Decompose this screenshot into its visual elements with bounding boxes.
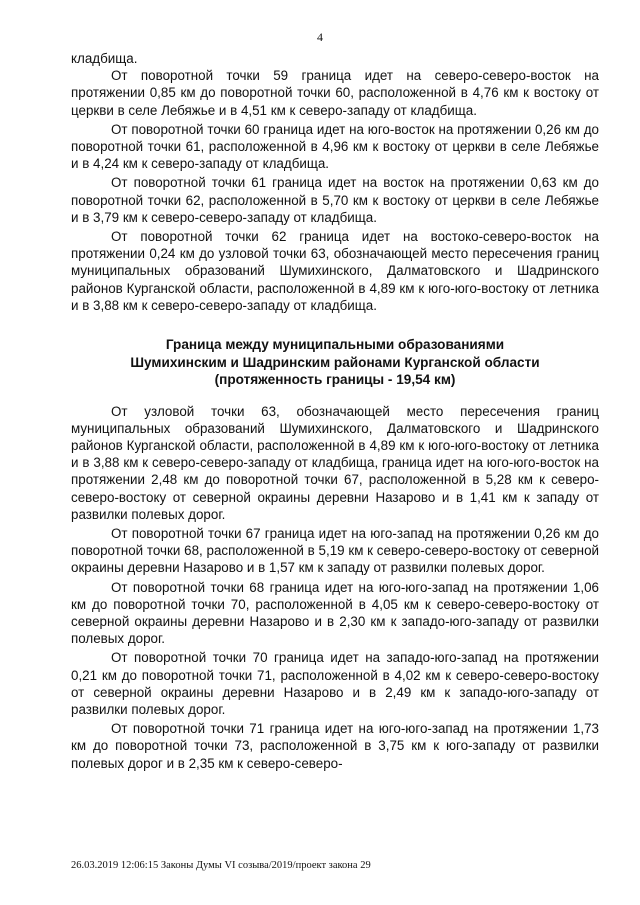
paragraph: От узловой точки 63, обозначающей место пересечения границ муниципальных образований Шумихинского, Далматовского и Шадринского районов Курганской области, расположенной в 4,89 км к юго-юго-востоку от летника и в 3,88 км к северо-северо-западу от кладбища, граница идет на юго-юго-восток на протяжении 2,48 км до поворотной точки 67, расположенной в 5,28 км к северо-северо-востоку от северной окраины деревни Назарово и в 1,41 км к западу от развилки полевых дорог. <box>71 403 599 522</box>
heading-line: (протяженность границы - 19,54 км) <box>214 372 456 388</box>
paragraph: От поворотной точки 67 граница идет на юго-запад на протяжении 0,26 км до поворотной точки 68, расположенной в 5,19 км к северо-северо-востоку от северной окраины деревни Назарово и в 1,57 км к западу от развилки полевых дорог. <box>71 525 599 576</box>
paragraph: От поворотной точки 70 граница идет на западо-юго-запад на протяжении 0,21 км до поворотной точки 71, расположенной в 4,02 км к северо-северо-востоку от северной окраины деревни Назарово и в 2,49 км к западо-юго-западу от развилки полевых дорог. <box>71 650 599 717</box>
paragraph: От поворотной точки 60 граница идет на юго-восток на протяжении 0,26 км до поворотной точки 61, расположенной в 4,96 км к востоку от церкви в селе Лебяжье и в 4,24 км к северо-западу от кладбища. <box>71 121 599 172</box>
paragraph: кладбища. <box>71 51 138 66</box>
document-footer: 26.03.2019 12:06:15 Законы Думы VI созыва/2019/проект закона 29 <box>71 860 371 871</box>
document-body <box>71 50 599 772</box>
section-heading <box>71 336 599 389</box>
paragraph: От поворотной точки 61 граница идет на восток на протяжении 0,63 км до поворотной точки 62, расположенной в 5,70 км к востоку от церкви в селе Лебяжье и в 3,79 км к северо-северо-западу от кладбища. <box>71 175 599 225</box>
page-number: 4 <box>317 30 323 44</box>
paragraph: От поворотной точки 71 граница идет на юго-юго-запад на протяжении 1,73 км до поворотной точки 73, расположенной в 3,75 км к юго-западу от развилки полевых дорог и в 2,35 км к северо-северо- <box>71 721 599 771</box>
heading-line: Шумихинским и Шадринским районами Курганской области <box>130 354 540 370</box>
heading-line: Граница между муниципальными образованиями <box>165 337 505 353</box>
paragraph: От поворотной точки 59 граница идет на северо-северо-восток на протяжении 0,85 км до поворотной точки 60, расположенной в 4,76 км к востоку от церкви в селе Лебяжье и в 4,51 км к северо-западу от кладбища. <box>71 68 599 118</box>
paragraph: От поворотной точки 68 граница идет на юго-юго-запад на протяжении 1,06 км до поворотной точки 70, расположенной в 4,05 км к северо-северо-востоку от северной окраины деревни Назарово и в 2,30 км к западо-юго-западу от развилки полевых дорог. <box>71 579 599 647</box>
paragraph: От поворотной точки 62 граница идет на востоко-северо-восток на протяжении 0,24 км до узловой точки 63, обозначающей место пересечения границ муниципальных образований Шумихинского, Далматовского и Шадринского районов Курганской области, расположенной в 4,89 км к юго-юго-востоку от летника и в 3,88 км к северо-северо-западу от кладбища. <box>71 229 599 313</box>
